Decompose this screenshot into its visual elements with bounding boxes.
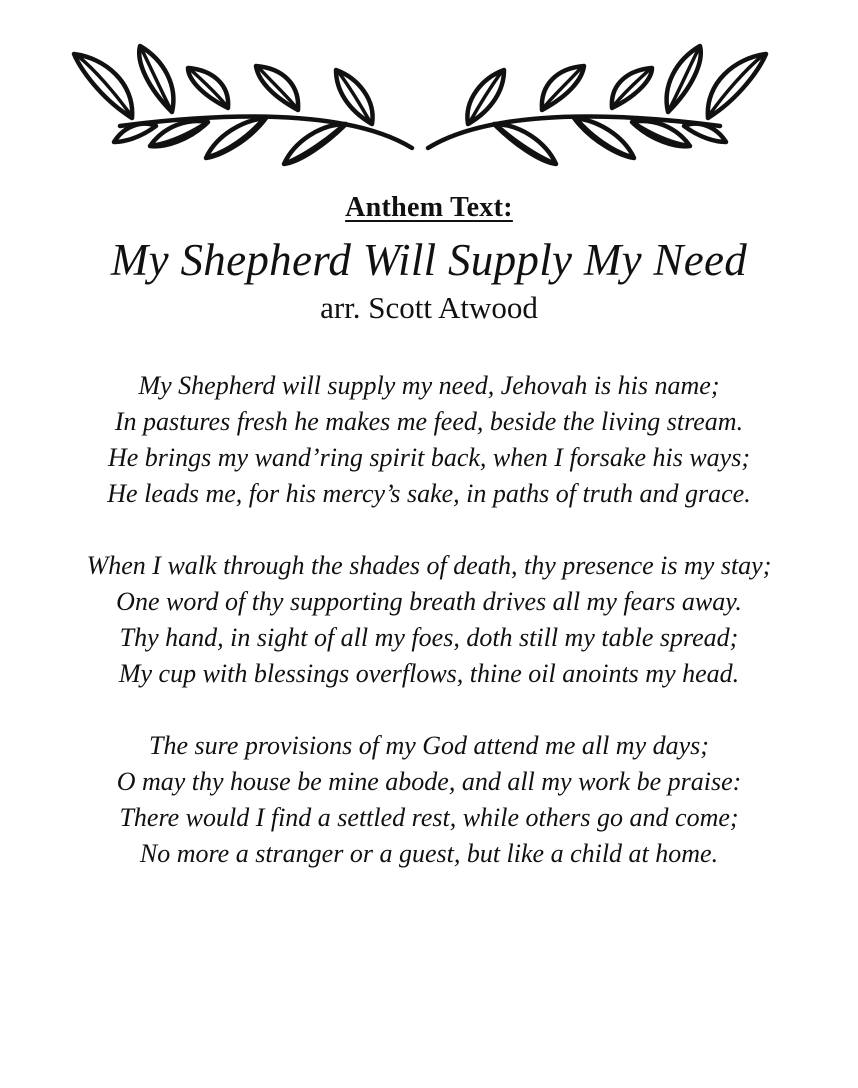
anthem-verses (0, 368, 858, 908)
stanza-1 (0, 368, 858, 512)
verse-line: O may thy house be mine abode, and all my work be praise: (116, 767, 742, 796)
arranger-credit: arr. Scott Atwood (320, 290, 538, 325)
right-laurel-branch-icon (428, 46, 766, 164)
stanza-2 (0, 548, 858, 692)
laurel-branches-icon (60, 38, 780, 178)
section-label: Anthem Text: (345, 192, 513, 223)
verse-line: The sure provisions of my God attend me all my days; (149, 731, 709, 760)
verse-line: In pastures fresh he makes me feed, beside the living stream. (114, 407, 744, 436)
verse-line: One word of thy supporting breath drives all my fears away. (116, 587, 742, 616)
verse-line: He leads me, for his mercy’s sake, in paths of truth and grace. (107, 479, 751, 508)
left-laurel-branch-icon (74, 46, 412, 164)
anthem-title: My Shepherd Will Supply My Need (110, 235, 748, 285)
verse-line: No more a stranger or a guest, but like a child at home. (139, 839, 719, 868)
stanza-3 (0, 728, 858, 872)
verse-line: There would I find a settled rest, while others go and come; (119, 803, 739, 832)
verse-line: He brings my wand’ring spirit back, when I forsake his ways; (107, 443, 750, 472)
verse-line: When I walk through the shades of death, thy presence is my stay; (86, 551, 772, 580)
verse-line: Thy hand, in sight of all my foes, doth still my table spread; (119, 623, 739, 652)
verse-line: My cup with blessings overflows, thine oil anoints my head. (118, 659, 740, 688)
verse-line: My Shepherd will supply my need, Jehovah is his name; (138, 371, 720, 400)
